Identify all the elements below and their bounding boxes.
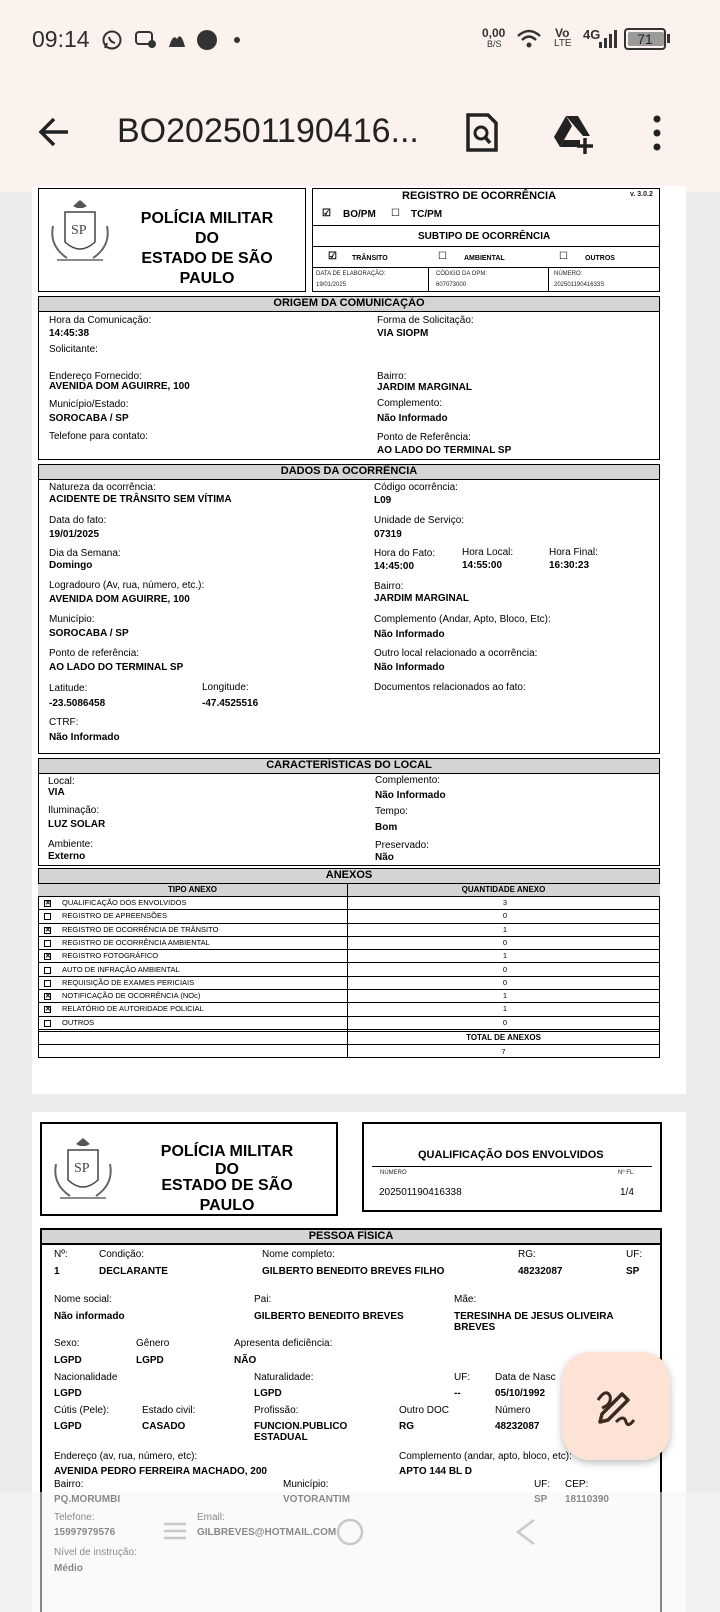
pessoa-deficiencia: NÃO <box>234 1355 257 1366</box>
pessoa-profissao-line2: ESTADUAL <box>254 1432 308 1443</box>
qual-fl-label: Nº FL: <box>618 1170 635 1176</box>
col-quantidade-anexo: QUANTIDADE ANEXO <box>461 885 546 894</box>
data-elab-label: DATA DE ELABORAÇÃO: <box>316 271 386 277</box>
carac-iluminacao: LUZ SOLAR <box>48 819 106 830</box>
pessoa-uf: SP <box>626 1266 640 1277</box>
org2-line-3: ESTADO DE SÃO PAULO <box>161 1177 293 1214</box>
total-anexos: 7 <box>501 1047 506 1056</box>
anexo-qty: 1 <box>502 1004 508 1014</box>
anexo-qty: 0 <box>502 977 508 987</box>
carac-complemento-label: Complemento: <box>375 775 441 786</box>
anexo-label: REGISTRO DE OCORRÊNCIA DE TRÂNSITO <box>62 924 219 934</box>
checkbox-checked: ✕ <box>45 900 51 907</box>
checkbox-unchecked <box>44 967 51 974</box>
document-title: BO202501190416... <box>117 112 419 150</box>
checkbox-ambiental: ☐ <box>438 251 447 262</box>
pessoa-complemento-label: Complemento (andar, apto, bloco, etc): <box>399 1451 572 1462</box>
pessoa-uf3-label: UF: <box>534 1479 551 1490</box>
dados-unidade: 07319 <box>374 529 402 540</box>
battery-level: 71 <box>637 31 653 47</box>
pdf-page-1 <box>32 186 686 1094</box>
recents-icon[interactable] <box>160 1516 190 1546</box>
anexo-qty: 0 <box>502 1017 508 1027</box>
pessoa-pai: GILBERTO BENEDITO BREVES <box>254 1311 404 1322</box>
sign-fab-button[interactable] <box>562 1352 670 1460</box>
svg-text:SP: SP <box>71 223 87 238</box>
origem-ponto: AO LADO DO TERMINAL SP <box>377 445 512 456</box>
network-type: 4G <box>583 27 601 42</box>
dados-codigo: L09 <box>374 495 392 506</box>
pessoa-rg: 48232087 <box>518 1266 563 1277</box>
dados-data: 19/01/2025 <box>49 529 100 540</box>
qual-numero: 202501190416338 <box>379 1187 462 1198</box>
caracteristicas-section <box>38 758 660 866</box>
anexo-label: NOTIFICAÇÃO DE OCORRÊNCIA (NOc) <box>62 991 201 1001</box>
anexos-table-header <box>38 884 660 897</box>
dados-ponto: AO LADO DO TERMINAL SP <box>49 662 184 673</box>
checkbox-checked: ✕ <box>45 1006 51 1014</box>
pessoa-civil-label: Estado civil: <box>142 1405 196 1416</box>
pessoa-naturalidade-label: Naturalidade: <box>254 1372 314 1383</box>
more-vert-icon[interactable] <box>648 114 666 152</box>
codigo-opm: 607073000 <box>436 282 467 288</box>
qualificacao-title: QUALIFICAÇÃO DOS ENVOLVIDOS <box>418 1149 604 1161</box>
dados-bairro-label: Bairro: <box>374 581 404 592</box>
carac-tempo: Bom <box>375 822 398 833</box>
subtipo-title: SUBTIPO DE OCORRÊNCIA <box>418 231 551 242</box>
dados-hora-local: 14:55:00 <box>462 560 503 571</box>
carac-tempo-label: Tempo: <box>375 806 408 817</box>
numero-label: NÚMERO: <box>554 271 583 277</box>
status-bar <box>0 0 720 80</box>
qual-fl: 1/4 <box>620 1187 634 1198</box>
dados-complemento: Não Informado <box>374 629 445 640</box>
carac-local-label: Local: <box>48 776 75 787</box>
anexo-qty: 0 <box>502 964 508 974</box>
sp-coat-of-arms-icon <box>47 196 113 268</box>
svg-text:SP: SP <box>74 1161 90 1176</box>
pessoa-pai-label: Pai: <box>254 1294 272 1305</box>
battery-icon <box>624 28 666 50</box>
origem-endereco-label: Endereço Fornecido: <box>49 371 142 382</box>
anexo-label: REGISTRO DE OCORRÊNCIA AMBIENTAL <box>62 937 210 947</box>
origem-endereco: AVENIDA DOM AGUIRRE, 100 <box>49 381 190 392</box>
dados-hora-final-label: Hora Final: <box>549 547 598 558</box>
pessoa-uf2: -- <box>454 1388 461 1399</box>
dados-section <box>38 464 660 754</box>
anexo-qty: 1 <box>502 991 508 1001</box>
signal-icon <box>598 28 620 50</box>
pessoa-naturalidade: LGPD <box>254 1388 282 1399</box>
origem-forma-label: Forma de Solicitação: <box>377 315 474 326</box>
back-arrow-icon[interactable] <box>36 114 72 150</box>
pessoa-sexo-label: Sexo: <box>54 1338 80 1349</box>
origem-complemento: Não Informado <box>377 413 448 424</box>
system-nav-bar <box>0 1492 720 1612</box>
registro-title: REGISTRO DE OCORRÊNCIA <box>402 190 557 202</box>
status-time: 09:14 <box>32 26 90 52</box>
carac-complemento: Não Informado <box>375 790 446 801</box>
origem-title: ORIGEM DA COMUNICAÇÃO <box>38 296 660 312</box>
pessoa-uf2-label: UF: <box>454 1372 471 1383</box>
wifi-icon <box>516 28 542 50</box>
checkbox-checked: ✕ <box>45 953 51 961</box>
pessoa-bairro-label: Bairro: <box>54 1479 84 1490</box>
codigo-opm-label: CÓDIGO DA OPM: <box>436 271 488 277</box>
anexo-label: AUTO DE INFRAÇÃO AMBIENTAL <box>62 964 180 974</box>
dados-outro-local: Não Informado <box>374 662 445 673</box>
anexo-row <box>38 897 660 910</box>
anexo-row <box>38 950 660 963</box>
dados-outro-local-label: Outro local relacionado a ocorrência: <box>374 648 538 659</box>
carac-ambiente-label: Ambiente: <box>48 839 94 850</box>
dados-bairro: JARDIM MARGINAL <box>374 593 469 604</box>
dados-hora-final: 16:30:23 <box>549 560 590 571</box>
org-line-1: POLÍCIA MILITAR <box>140 210 274 227</box>
org2-line-1: POLÍCIA MILITAR <box>160 1143 294 1160</box>
origem-telefone-label: Telefone para contato: <box>49 431 148 442</box>
origem-bairro: JARDIM MARGINAL <box>377 382 472 393</box>
anexo-label: REGISTRO DE APREENSÕES <box>62 911 168 921</box>
anexos-list <box>38 897 660 1031</box>
anexo-label: REGISTRO FOTOGRÁFICO <box>62 951 159 961</box>
checkbox-outros: ☐ <box>559 251 568 262</box>
origem-hora-label: Hora da Comunicação: <box>49 315 152 326</box>
record-dot-icon <box>195 28 219 52</box>
pessoa-numero: 48232087 <box>495 1421 540 1432</box>
net-speed-unit: B/S <box>487 39 502 49</box>
origem-solicitante-label: Solicitante: <box>49 344 98 355</box>
sub-outros: OUTROS <box>585 255 615 262</box>
checkbox-unchecked <box>44 1020 51 1027</box>
notification-dot-icon <box>232 35 242 45</box>
org2-line-2: DO <box>215 1161 239 1178</box>
numero: 20250119041633S <box>554 282 605 288</box>
dados-complemento-label: Complemento (Andar, Apto, Bloco, Etc): <box>374 614 551 625</box>
app-flame-icon <box>165 29 189 51</box>
pessoa-complemento: APTO 144 BL D <box>399 1466 472 1477</box>
pessoa-outro-doc-label: Outro DOC <box>399 1405 450 1416</box>
pessoa-endereco-label: Endereço (av, rua, número, etc): <box>54 1451 198 1462</box>
dados-hora-fato: 14:45:00 <box>374 561 415 572</box>
pessoa-mae-label: Mãe: <box>454 1294 477 1305</box>
pessoa-nome-social: Não informado <box>54 1311 125 1322</box>
dados-ponto-label: Ponto de referência: <box>49 648 140 659</box>
opt-bopm: BO/PM <box>343 209 376 220</box>
anexo-qty: 3 <box>502 898 508 907</box>
dados-municipio-label: Município: <box>49 614 95 625</box>
sub-ambiental: AMBIENTAL <box>464 255 505 262</box>
anexo-row <box>38 910 660 923</box>
pessoa-rg-label: RG: <box>518 1249 536 1260</box>
anexos-total-row <box>38 1031 660 1045</box>
dados-latitude: -23.5086458 <box>49 698 106 709</box>
anexo-row <box>38 937 660 950</box>
anexo-row <box>38 1017 660 1030</box>
pessoa-nacionalidade-label: Nacionalidade <box>54 1372 118 1383</box>
dados-data-label: Data do fato: <box>49 515 107 526</box>
pessoa-condicao: DECLARANTE <box>99 1266 168 1277</box>
checkbox-bopm-checked: ☑ <box>322 208 331 219</box>
origem-municipio: SOROCABA / SP <box>49 413 129 424</box>
pessoa-outro-doc: RG <box>399 1421 414 1432</box>
pessoa-municipio-label: Município: <box>283 1479 329 1490</box>
anexo-row <box>38 990 660 1003</box>
dados-unidade-label: Unidade de Serviço: <box>374 515 465 526</box>
pessoa-sexo: LGPD <box>54 1355 82 1366</box>
dados-dia-label: Dia da Semana: <box>49 548 121 559</box>
carac-iluminacao-label: Iluminação: <box>48 805 100 816</box>
drive-add-icon[interactable] <box>552 112 598 154</box>
dados-natureza: ACIDENTE DE TRÂNSITO SEM VÍTIMA <box>49 494 232 505</box>
carac-local: VIA <box>48 787 65 798</box>
pessoa-cep-label: CEP: <box>565 1479 589 1490</box>
dados-documentos-label: Documentos relacionados ao fato: <box>374 682 526 693</box>
search-document-icon[interactable] <box>462 112 502 154</box>
pessoa-num-label: Nº: <box>54 1249 68 1260</box>
pessoa-mae-line2: BREVES <box>454 1322 496 1333</box>
pessoa-cutis-label: Cútis (Pele): <box>54 1405 110 1416</box>
version: v. 3.0.2 <box>630 191 653 198</box>
whatsapp-icon <box>101 29 123 51</box>
checkbox-unchecked <box>44 913 51 920</box>
sp-coat-of-arms-icon-2 <box>50 1134 116 1206</box>
anexo-label: OUTROS <box>62 1017 95 1027</box>
dados-hora-fato-label: Hora do Fato: <box>374 548 436 559</box>
volte-top: Vo <box>555 26 570 40</box>
carac-ambiente: Externo <box>48 851 86 862</box>
origem-bairro-label: Bairro: <box>377 371 407 382</box>
dados-longitude: -47.4525516 <box>202 698 259 709</box>
origem-hora: 14:45:38 <box>49 328 90 339</box>
org-line-3: ESTADO DE SÃO PAULO <box>141 250 273 287</box>
pessoa-nasc-label: Data de Nasc <box>495 1372 556 1383</box>
pessoa-civil: CASADO <box>142 1421 186 1432</box>
origem-forma: VIA SIOPM <box>377 328 429 339</box>
dados-dia: Domingo <box>49 560 93 571</box>
origem-municipio-label: Município/Estado: <box>49 399 129 410</box>
pessoa-numero-label: Número <box>495 1405 531 1416</box>
carac-preservado-label: Preservado: <box>375 840 429 851</box>
carac-preservado: Não <box>375 852 394 863</box>
pessoa-uf-label: UF: <box>626 1249 643 1260</box>
sub-transito: TRÂNSITO <box>352 255 388 262</box>
anexo-label: QUALIFICAÇÃO DOS ENVOLVIDOS <box>62 898 187 907</box>
anexo-row <box>38 964 660 977</box>
pessoa-nacionalidade: LGPD <box>54 1388 82 1399</box>
pessoa-condicao-label: Condição: <box>99 1249 145 1260</box>
pessoa-num: 1 <box>54 1266 60 1277</box>
pessoa-mae-line1: TERESINHA DE JESUS OLIVEIRA <box>454 1311 614 1322</box>
checkbox-unchecked <box>44 980 51 987</box>
anexo-qty: 0 <box>502 911 508 921</box>
home-icon[interactable] <box>334 1516 366 1548</box>
pessoa-nome: GILBERTO BENEDITO BREVES FILHO <box>262 1266 445 1277</box>
pessoa-deficiencia-label: Apresenta deficiência: <box>234 1338 333 1349</box>
chat-icon <box>134 29 158 51</box>
dados-latitude-label: Latitude: <box>49 683 88 694</box>
checkbox-checked: ✕ <box>45 993 51 1001</box>
caracteristicas-title: CARACTERÍSTICAS DO LOCAL <box>38 758 660 774</box>
dados-logradouro-label: Logradouro (Av, rua, número, etc.): <box>49 580 205 591</box>
origem-complemento-label: Complemento: <box>377 398 443 409</box>
checkbox-checked: ✕ <box>45 926 51 934</box>
opt-tcpm: TC/PM <box>411 209 443 220</box>
dados-title: DADOS DA OCORRÊNCIA <box>38 464 660 480</box>
checkbox-unchecked <box>44 940 51 947</box>
qual-numero-label: NÚMERO <box>380 1170 407 1176</box>
anexo-qty: 1 <box>502 951 508 961</box>
data-elab: 19/01/2025 <box>316 282 347 288</box>
dados-municipio: SOROCABA / SP <box>49 628 129 639</box>
anexo-qty: 0 <box>502 937 508 947</box>
pessoa-cutis: LGPD <box>54 1421 82 1432</box>
net-speed-value: 0,00 <box>482 26 506 40</box>
edit-sign-icon <box>594 1384 638 1428</box>
pessoa-nome-social-label: Nome social: <box>54 1294 112 1305</box>
dados-longitude-label: Longitude: <box>202 682 249 693</box>
back-nav-icon[interactable] <box>512 1516 540 1548</box>
dados-logradouro: AVENIDA DOM AGUIRRE, 100 <box>49 594 190 605</box>
pessoa-title: PESSOA FÍSICA <box>40 1228 662 1245</box>
dados-ctrf: Não Informado <box>49 732 120 743</box>
pessoa-profissao-line1: FUNCION.PUBLICO <box>254 1421 348 1432</box>
anexo-label: REQUISIÇÃO DE EXAMES PERICIAIS <box>62 977 195 987</box>
dados-ctrf-label: CTRF: <box>49 717 79 728</box>
anexo-row <box>38 977 660 990</box>
origem-ponto-label: Ponto de Referência: <box>377 432 471 443</box>
total-anexos-label: TOTAL DE ANEXOS <box>466 1033 541 1042</box>
anexo-label: RELATÓRIO DE AUTORIDADE POLICIAL <box>62 1004 204 1014</box>
pessoa-genero: LGPD <box>136 1355 164 1366</box>
col-tipo-anexo: TIPO ANEXO <box>167 885 218 894</box>
checkbox-tcpm: ☐ <box>391 208 400 219</box>
pessoa-endereco: AVENIDA PEDRO FERREIRA MACHADO, 200 <box>54 1466 267 1477</box>
volte-bottom: LTE <box>554 38 572 49</box>
dados-hora-local-label: Hora Local: <box>462 547 514 558</box>
pessoa-nome-label: Nome completo: <box>262 1249 335 1260</box>
pessoa-genero-label: Gênero <box>136 1338 170 1349</box>
org-line-2: DO <box>195 230 219 247</box>
dados-natureza-label: Natureza da ocorrência: <box>49 482 156 493</box>
anexo-row <box>38 924 660 937</box>
anexos-title: ANEXOS <box>38 868 660 884</box>
anexo-qty: 1 <box>502 924 508 934</box>
pessoa-profissao-label: Profissão: <box>254 1405 299 1416</box>
dados-codigo-label: Código ocorrência: <box>374 482 458 493</box>
pessoa-nasc: 05/10/1992 <box>495 1388 546 1399</box>
anexo-row <box>38 1003 660 1016</box>
checkbox-transito-checked: ☑ <box>328 251 337 262</box>
